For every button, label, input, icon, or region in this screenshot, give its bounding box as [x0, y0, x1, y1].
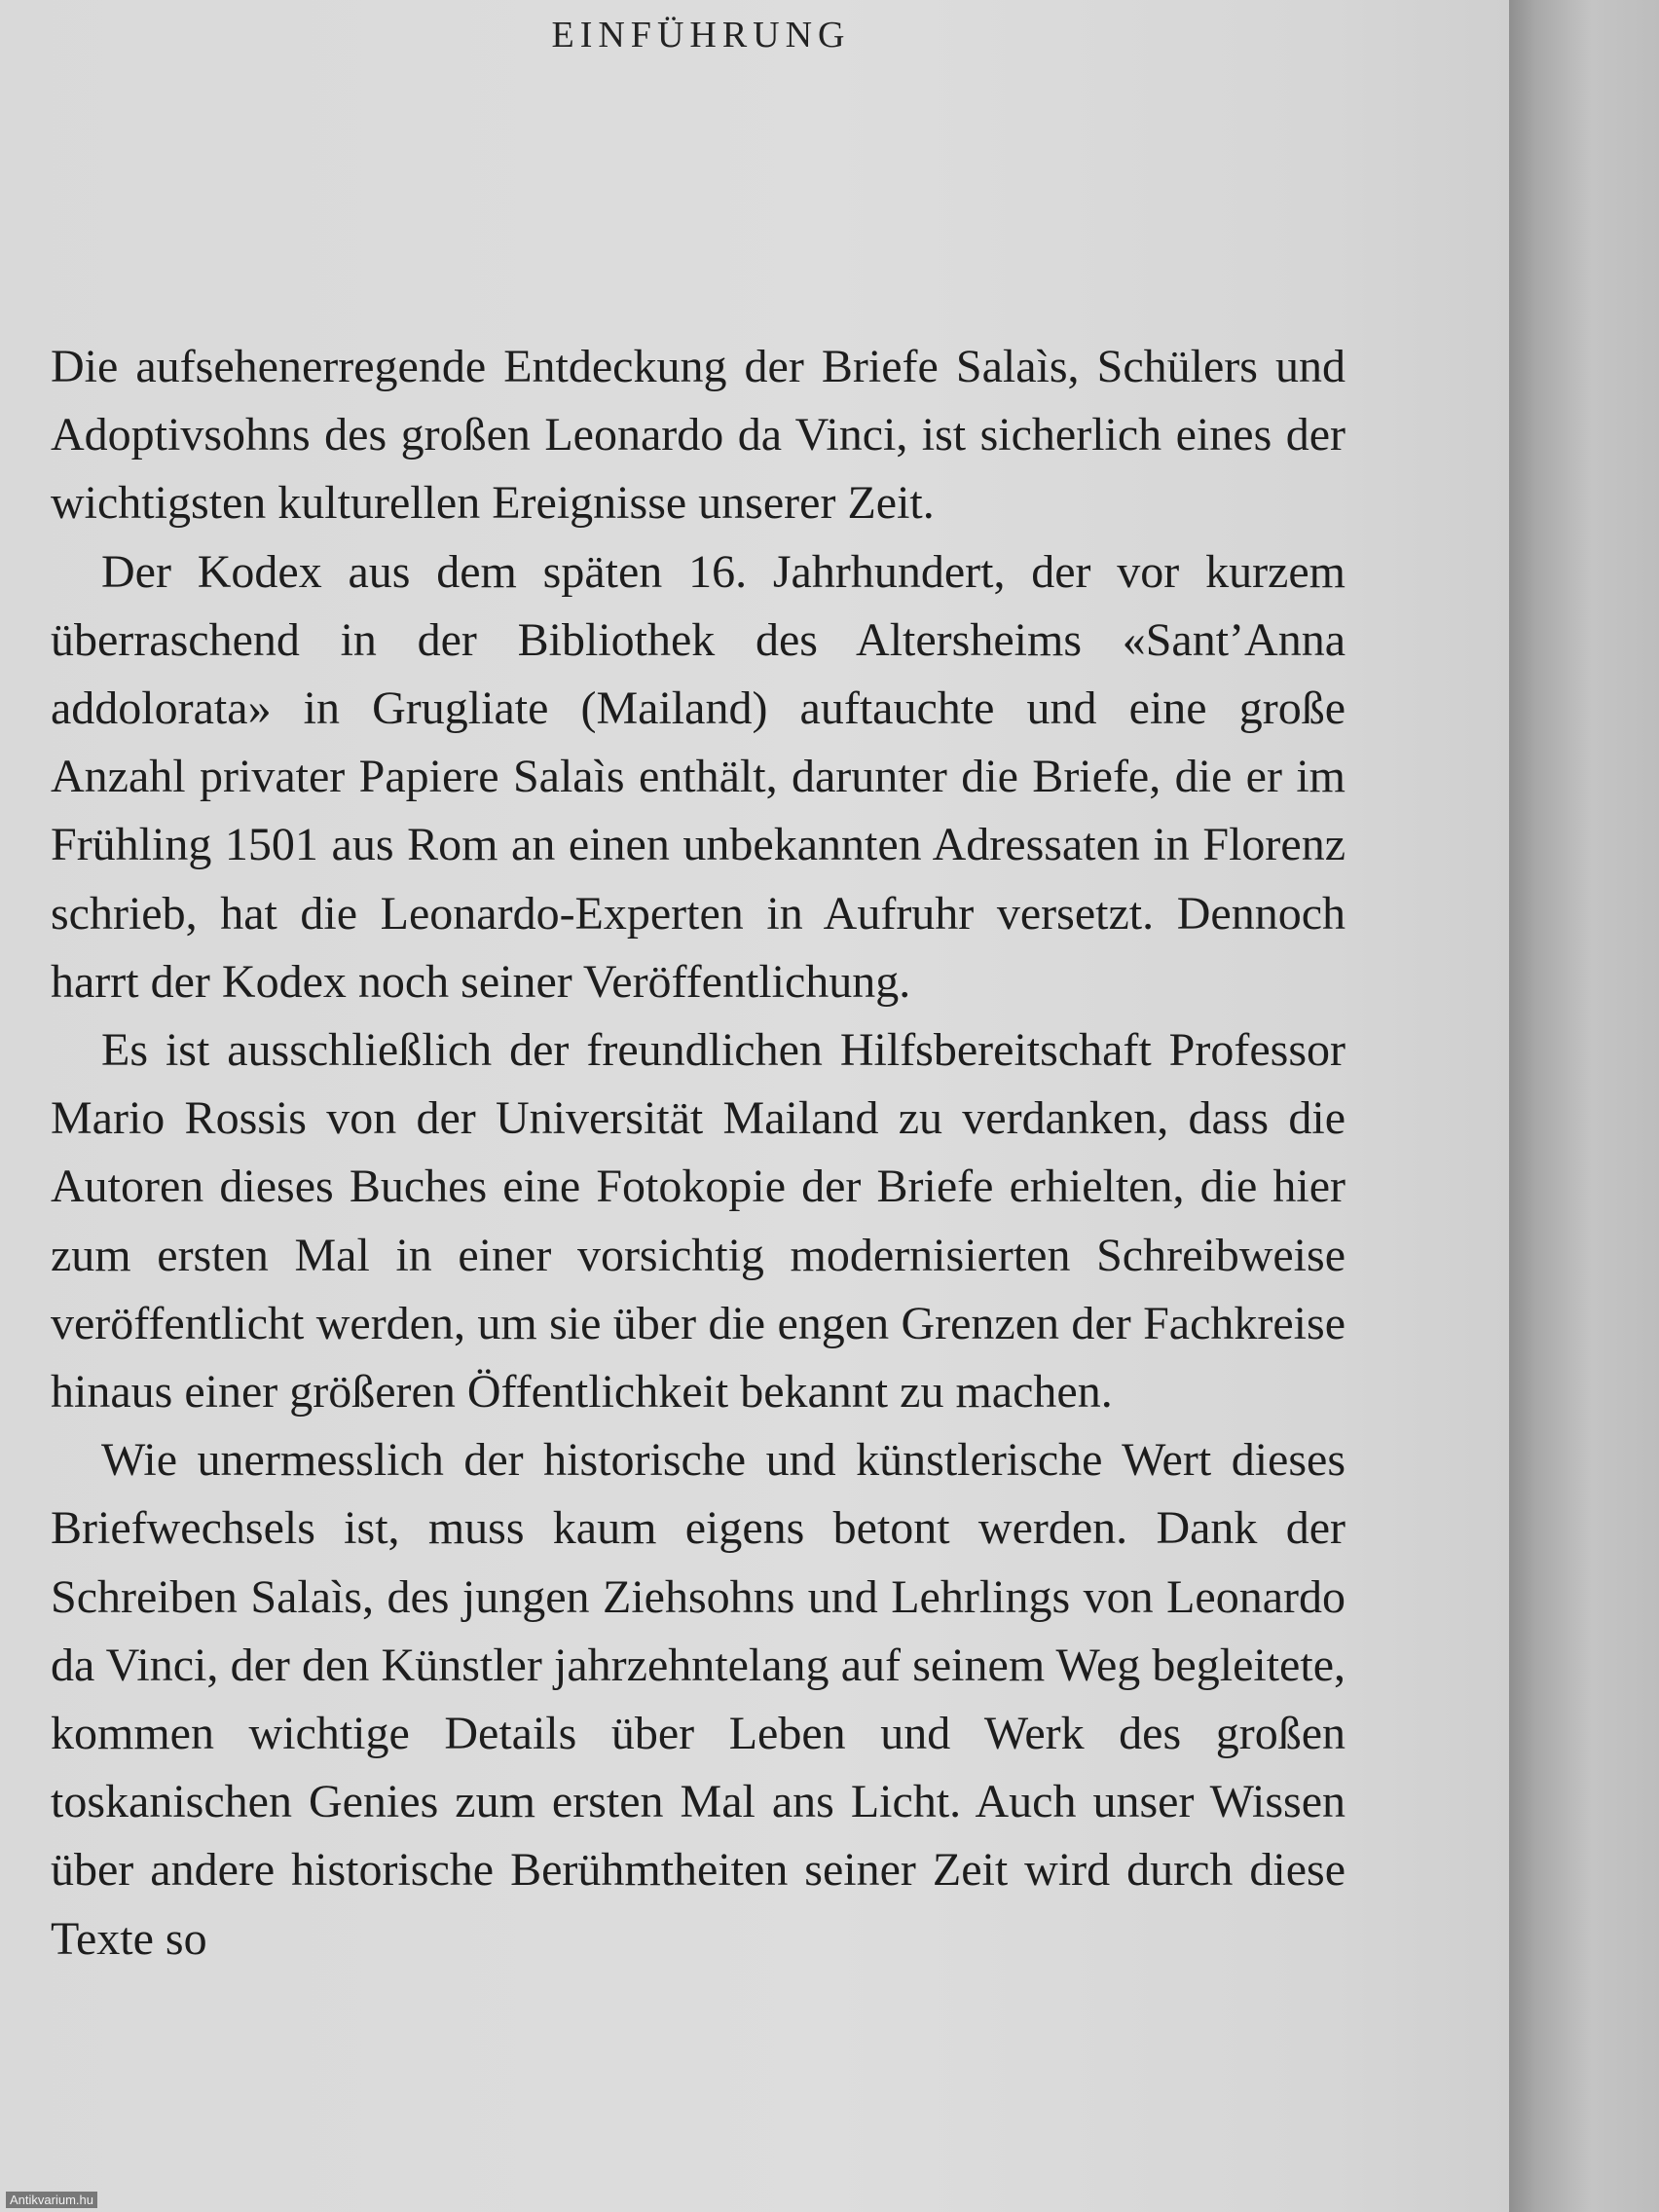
watermark: Antikvarium.hu	[6, 2192, 97, 2208]
paragraph-1: Die aufsehenerregende Entdeckung der Briefe Salaìs, Schülers und Adoptivsohns des großen Leonardo da Vinci, ist sicherlich eines der wichtigsten kulturellen Ereignisse unserer Zeit.	[51, 341, 1346, 530]
running-head: EINFÜHRUNG	[551, 15, 851, 55]
paragraph-3: Es ist ausschließlich der freundlichen Hilfsbereitschaft Professor Mario Rossis von der Universität Mailand zu verdanken, dass die Autoren dieses Buches eine Fotokopie der Briefe erhielten, die hier zum ersten Mal in einer vorsichtig modernisierten Schreibweise veröffentlicht werden, um sie über die engen Grenzen der Fachkreise hinaus einer größeren Öffentlichkeit bekannt zu machen.	[51, 1024, 1346, 1419]
paragraph-4: Wie unermesslich der historische und künstlerische Wert dieses Briefwechsels ist, muss kaum eigens betont werden. Dank der Schreiben Salaìs, des jungen Ziehsohns und Lehrlings von Leonardo da Vinci, der den Künstler jahrzehntelang auf seinem Weg begleitete, kommen wichtige Details über Leben und Werk des großen toskanischen Genies zum ersten Mal ans Licht. Auch unser Wissen über andere historische Berühmtheiten seiner Zeit wird durch diese Texte so	[51, 1434, 1346, 1965]
book-gutter-shadow	[1509, 0, 1659, 2212]
body-text	[51, 333, 1346, 1973]
paragraph-2: Der Kodex aus dem späten 16. Jahrhundert, der vor kurzem überraschend in der Bibliothek des Altersheims «Sant’Anna addolorata» in Grugliate (Mailand) auftauchte und eine große Anzahl privater Papiere Salaìs enthält, darunter die Briefe, die er im Frühling 1501 aus Rom an einen unbekannten Adressaten in Florenz schrieb, hat die Leonardo-Experten in Aufruhr versetzt. Dennoch harrt der Kodex noch seiner Veröffentlichung.	[51, 545, 1346, 1008]
